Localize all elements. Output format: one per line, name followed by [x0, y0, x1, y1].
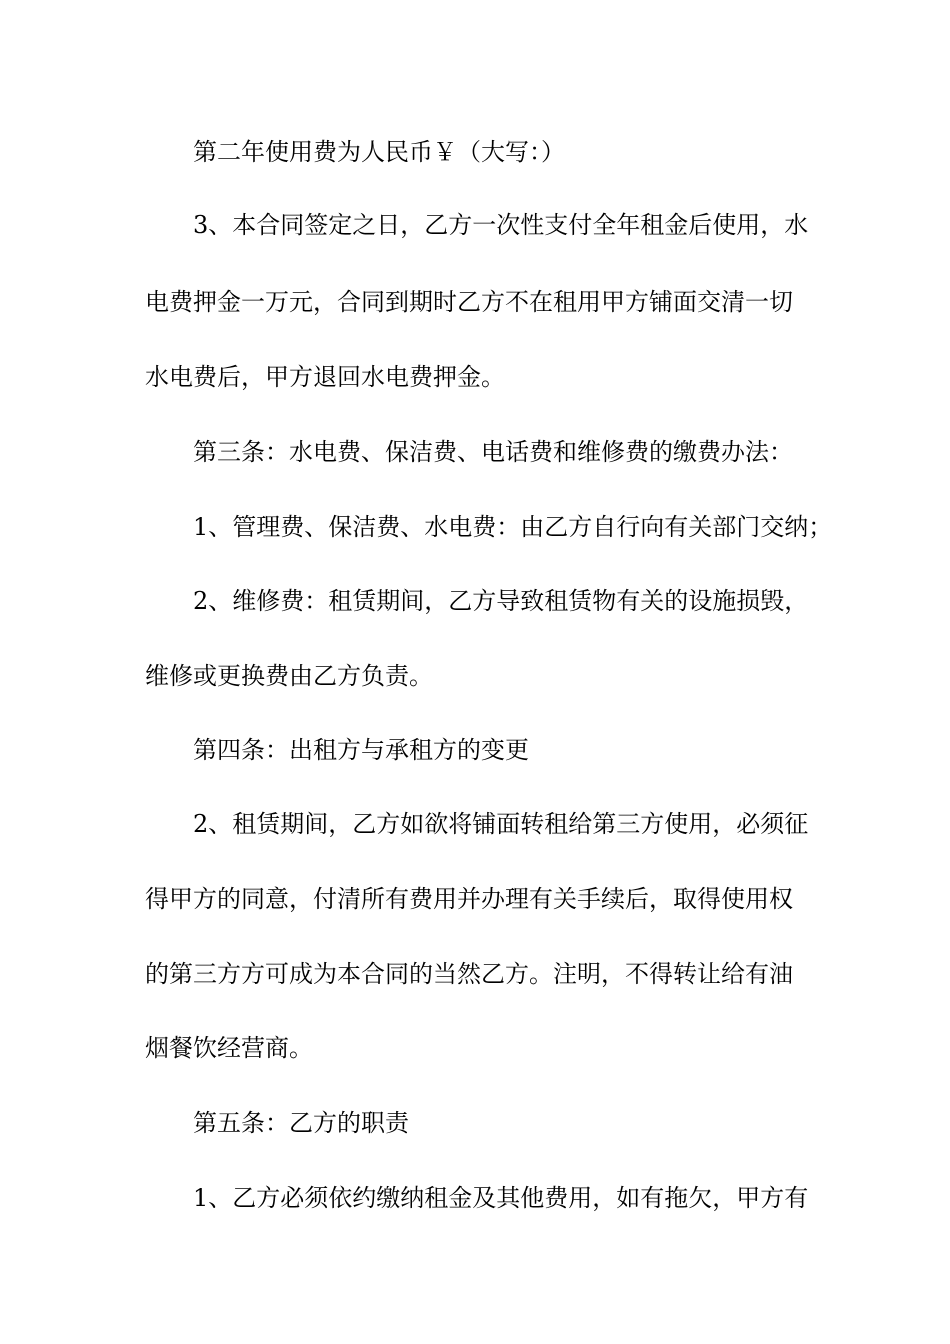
paragraph-line: 维修或更换费由乙方负责。	[145, 662, 433, 690]
paragraph-line: 1、管理费、保洁费、水电费：由乙方自行向有关部门交纳；	[193, 513, 833, 541]
paragraph-line: 3、本合同签定之日，乙方一次性支付全年租金后使用，水	[193, 211, 809, 239]
paragraph-line: 2、租赁期间，乙方如欲将铺面转租给第三方使用，必须征	[193, 810, 809, 838]
section-heading: 第五条：乙方的职责	[193, 1109, 409, 1137]
paragraph-line: 第二年使用费为人民币￥（大写：）	[193, 138, 565, 166]
paragraph-line: 1、乙方必须依约缴纳租金及其他费用，如有拖欠，甲方有	[193, 1184, 809, 1212]
paragraph-line: 电费押金一万元，合同到期时乙方不在租用甲方铺面交清一切	[145, 288, 793, 316]
paragraph-line: 水电费后，甲方退回水电费押金。	[145, 363, 505, 391]
paragraph-line: 得甲方的同意，付清所有费用并办理有关手续后，取得使用权	[145, 885, 793, 913]
paragraph-line: 烟餐饮经营商。	[145, 1034, 313, 1062]
paragraph-line: 的第三方方可成为本合同的当然乙方。注明，不得转让给有油	[145, 960, 793, 988]
section-heading: 第三条：水电费、保洁费、电话费和维修费的缴费办法：	[193, 438, 793, 466]
section-heading: 第四条：出租方与承租方的变更	[193, 736, 529, 764]
paragraph-line: 2、维修费：租赁期间，乙方导致租赁物有关的设施损毁，	[193, 587, 809, 615]
